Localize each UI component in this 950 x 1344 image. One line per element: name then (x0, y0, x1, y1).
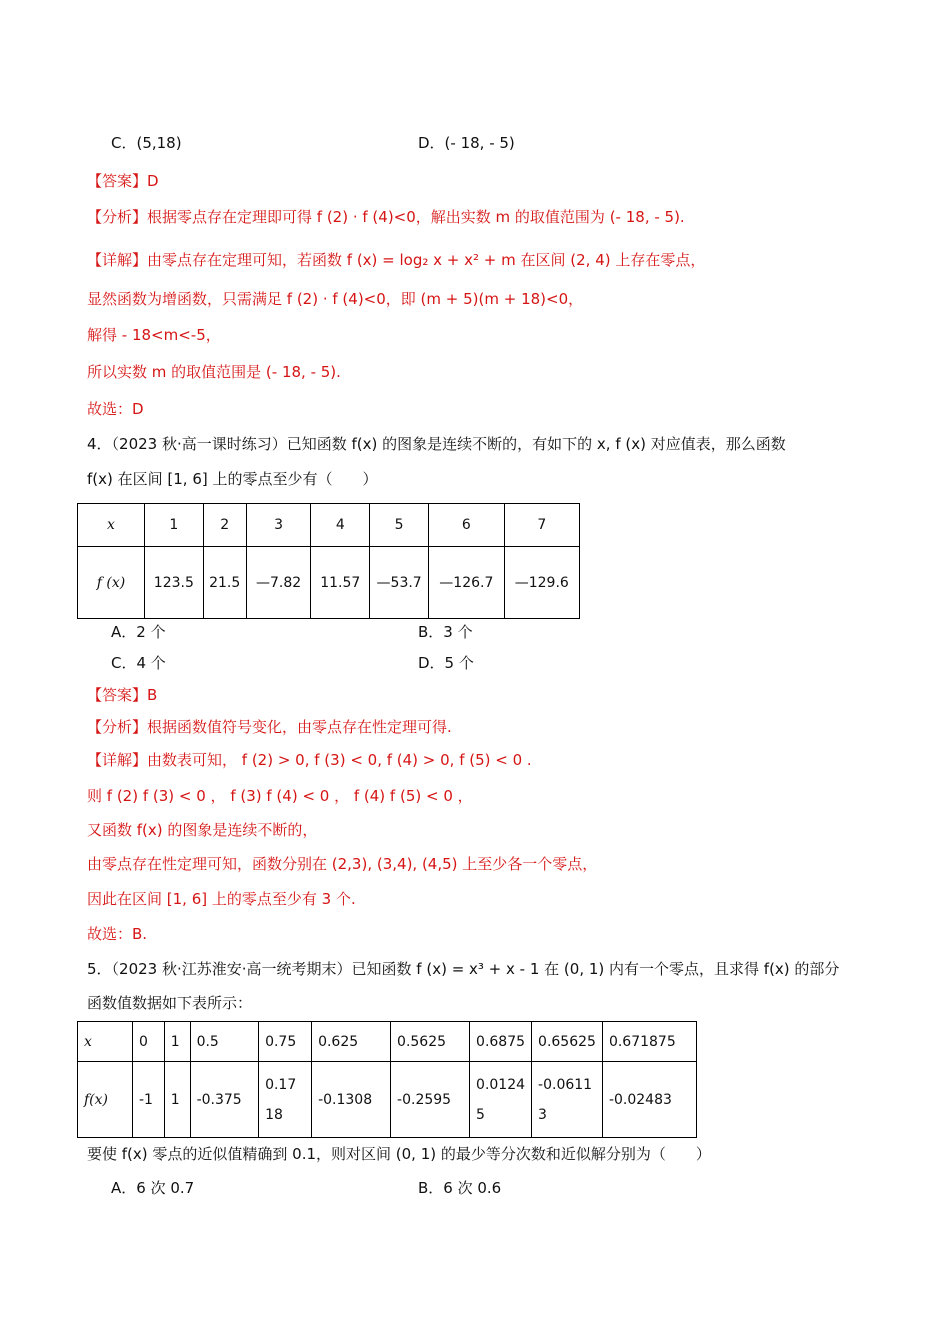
q4-table-cell: 123.5 (145, 547, 204, 619)
q5-table-cell: -0.06113 (532, 1062, 603, 1138)
q5-table-cell: -0.1308 (312, 1062, 391, 1138)
q4-table-cell: —53.7 (370, 547, 429, 619)
q3-option-d: D．(- 18, - 5) (418, 134, 515, 152)
q4-table-cell: 6 (429, 504, 504, 547)
q3-detail-line3: 解得 - 18<m<-5， (87, 326, 221, 344)
q5-table-cell: 0.5 (190, 1022, 258, 1062)
q5-table-cell: 0.5625 (391, 1022, 470, 1062)
q4-table-cell: 2 (203, 504, 246, 547)
q4-detail-line5: 因此在区间 [1, 6] 上的零点至少有 3 个. (87, 890, 356, 908)
q5-table-cell: 0.75 (259, 1022, 312, 1062)
q5-value-table (77, 1021, 697, 1138)
q4-option-a: A．2 个 (111, 623, 166, 641)
q4-table-row-x (78, 504, 580, 547)
q4-detail-line3: 又函数 f(x) 的图象是连续不断的， (87, 821, 318, 839)
q4-table-row-fx (78, 547, 580, 619)
q3-answer: 【答案】D (87, 172, 159, 190)
q4-table-cell: 3 (246, 504, 311, 547)
q5-table-head-x: x (78, 1022, 133, 1062)
q4-stem-line1: 4．（2023 秋·高一课时练习）已知函数 f(x) 的图象是连续不断的，有如下的 x, f (x) 对应值表，那么函数 (87, 435, 786, 453)
q5-option-a: A．6 次 0.7 (111, 1179, 195, 1197)
q5-table-cell: -1 (133, 1062, 165, 1138)
q5-table-head-fx: f(x) (78, 1062, 133, 1138)
q4-answer: 【答案】B (87, 686, 158, 704)
q4-choose: 故选：B. (87, 925, 148, 943)
q5-stem-line1: 5．（2023 秋·江苏淮安·高一统考期末）已知函数 f (x) = x³ + x - 1 在 (0, 1) 内有一个零点，且求得 f(x) 的部分 (87, 960, 840, 978)
q5-table-cell: 0.1718 (259, 1062, 312, 1138)
q4-analysis: 【分析】根据函数值符号变化，由零点存在性定理可得. (87, 718, 452, 736)
q4-table-head-fx: f (x) (78, 547, 145, 619)
q5-table-cell: 0.65625 (532, 1022, 603, 1062)
q5-table-cell: -0.375 (190, 1062, 258, 1138)
q3-option-c: C．(5,18) (111, 134, 182, 152)
q5-table-cell: 0 (133, 1022, 165, 1062)
q4-table-cell: 1 (145, 504, 204, 547)
q5-table-cell: 0.671875 (602, 1022, 696, 1062)
q4-stem-line2: f(x) 在区间 [1, 6] 上的零点至少有（ ） (87, 470, 378, 488)
q4-detail: 【详解】由数表可知， f (2) > 0, f (3) < 0, f (4) > 0, f (5) < 0 . (87, 751, 532, 769)
q3-choose: 故选：D (87, 400, 144, 418)
q4-table-cell: 5 (370, 504, 429, 547)
q5-table-row-fx (78, 1062, 697, 1138)
q4-table-cell: —129.6 (504, 547, 579, 619)
q5-stem-line2: 函数值数据如下表所示： (87, 994, 253, 1012)
q5-option-b: B．6 次 0.6 (418, 1179, 502, 1197)
q4-table-cell: 21.5 (203, 547, 246, 619)
q5-table-cell: -0.2595 (391, 1062, 470, 1138)
q4-table-cell: 4 (311, 504, 370, 547)
q4-table-cell: —7.82 (246, 547, 311, 619)
q3-analysis: 【分析】根据零点存在定理即可得 f (2) · f (4)<0，解出实数 m 的取值范围为 (- 18, - 5). (87, 208, 685, 226)
q5-stem-line3: 要使 f(x) 零点的近似值精确到 0.1，则对区间 (0, 1) 的最少等分次数和近似解分别为（ ） (87, 1145, 711, 1163)
q5-table-cell: 0.01245 (470, 1062, 532, 1138)
q4-detail-line2: 则 f (2) f (3) < 0 ， f (3) f (4) < 0 ， f (4) f (5) < 0 ， (87, 787, 473, 805)
q4-option-c: C．4 个 (111, 654, 166, 672)
q5-table-cell: 0.6875 (470, 1022, 532, 1062)
q4-table-cell: —126.7 (429, 547, 504, 619)
q4-table-head-x: x (78, 504, 145, 547)
q4-option-d: D．5 个 (418, 654, 474, 672)
q4-table-cell: 7 (504, 504, 579, 547)
q3-detail: 【详解】由零点存在定理可知，若函数 f (x) = log₂ x + x² + m 在区间 (2, 4) 上存在零点， (87, 251, 706, 269)
q3-detail-line2: 显然函数为增函数，只需满足 f (2) · f (4)<0，即 (m + 5)(m + 18)<0， (87, 290, 584, 308)
q5-table-cell: 1 (164, 1022, 190, 1062)
q5-table-cell: 1 (164, 1062, 190, 1138)
q5-table-cell: 0.625 (312, 1022, 391, 1062)
q3-detail-line4: 所以实数 m 的取值范围是 (- 18, - 5). (87, 363, 341, 381)
q4-table-cell: 11.57 (311, 547, 370, 619)
q5-table-cell: -0.02483 (602, 1062, 696, 1138)
q4-value-table (77, 503, 580, 619)
q4-detail-line4: 由零点存在性定理可知，函数分别在 (2,3), (3,4), (4,5) 上至少各一个零点， (87, 855, 598, 873)
q4-option-b: B．3 个 (418, 623, 473, 641)
q5-table-row-x (78, 1022, 697, 1062)
